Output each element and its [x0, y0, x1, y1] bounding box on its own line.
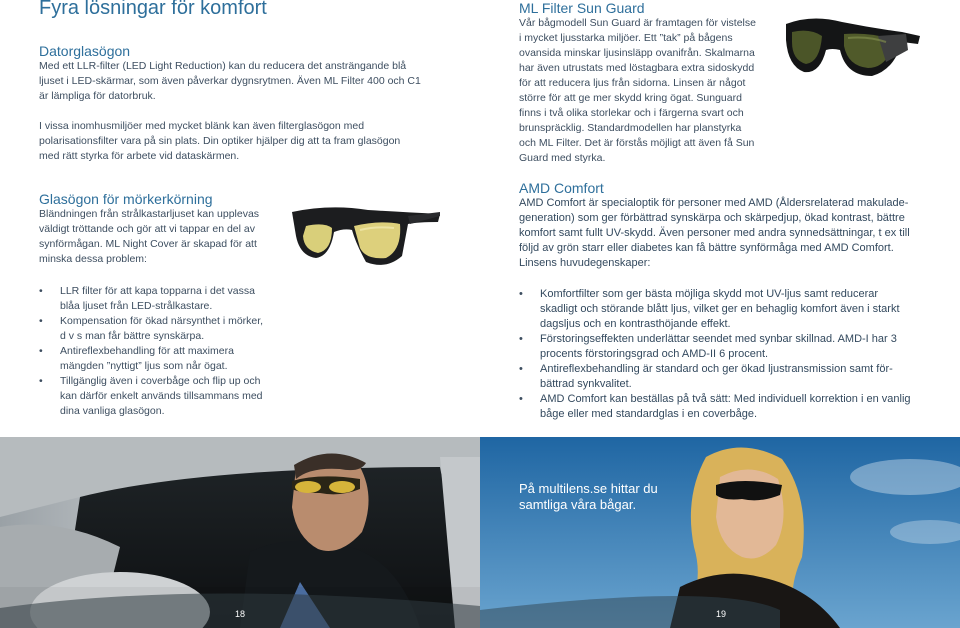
list-item: • Komfortfilter som ger bästa möjliga skydd mot UV-ljus samt reducerar skadligt och störande blått ljus, vilket ger en behaglig komfort även i starkt dagsljus och en kontrasthöjande effekt.: [519, 287, 919, 332]
night-driving-photo: [0, 437, 480, 628]
computer-glasses-heading: Datorglasögon: [39, 43, 131, 59]
list-item: • Förstoringseffekten underlättar seendet med synbar skillnad. AMD-I har 3 procents förstoringsgrad och AMD-II 6 procent.: [519, 332, 919, 362]
night-cover-glasses-image: [290, 200, 442, 272]
sun-guard-heading: ML Filter Sun Guard: [519, 0, 645, 16]
website-caption: På multilens.se hittar du samtliga våra bågar.: [519, 481, 658, 512]
computer-glasses-text-1: Med ett LLR-filter (LED Light Reduction) kan du reducera det ansträngande blå ljuset i LED-skärmar, som även påverkar dygnsrytmen. Även ML Filter 400 och C1 är lämpliga för datorbruk.: [39, 60, 421, 102]
list-item: • Antireflexbehandling för att maximera mängden ”nyttigt” ljus som når ögat.: [39, 344, 299, 374]
sun-guard-text: Vår bågmodell Sun Guard är framtagen för vistelse i mycket ljusstarka miljöer. Ett ”tak” på bågens ovansida minskar ljusinsläpp ovanifrån. Skalmarna har även utrustats med löstagbara extra sidoskydd för att reducera ljus från sidorna. Linsen är något större för att ge mer skydd kring ögat. Sunguard finns i två olika storlekar och i färgerna svart och brunspräcklig. Standardmodellen har planstyrka och ML Filter. Det är förstås möjligt att även få Sun Guard med styrka.: [519, 17, 756, 164]
amd-comfort-bullet-list: [519, 287, 919, 422]
amd-comfort-heading: AMD Comfort: [519, 180, 604, 196]
list-item: • Kompensation för ökad närsynthet i mörker, d v s man får bättre synskärpa.: [39, 314, 299, 344]
night-driving-bullet-list: [39, 284, 299, 419]
page-title: Fyra lösningar för komfort: [39, 0, 267, 19]
list-item: • AMD Comfort kan beställas på två sätt: Med individuell korrektion i en vanlig båge eller med standardglas i en coverbåge.: [519, 392, 919, 422]
list-item: • LLR filter för att kapa topparna i det vassa blåa ljuset från LED-strålkastare.: [39, 284, 299, 314]
page-number-left: 18: [235, 609, 246, 619]
list-item: • Antireflexbehandling är standard och ger ökad ljustransmission samt för- bättrad synkvalitet.: [519, 362, 919, 392]
list-item: • Tillgänglig även i coverbåge och flip up och kan därför enkelt används tillsammans med dina vanliga glasögon.: [39, 374, 299, 419]
computer-glasses-text-2: I vissa inomhusmiljöer med mycket blänk kan även filterglasögon med polarisationsfilter vara på sin plats. Din optiker hjälper dig att ta fram glasögon med rätt styrka för arbete vid dataskärmen.: [39, 120, 401, 162]
night-driving-heading: Glasögon för mörkerkörning: [39, 191, 213, 207]
sunglasses-portrait-photo: [480, 437, 960, 628]
sun-guard-glasses-image: [782, 10, 922, 85]
amd-comfort-text: AMD Comfort är specialoptik för personer med AMD (Åldersrelaterad makulade- generation) som ger förbättrad synskärpa och skärpedjup, ökad kontrast, bättre komfort samt fullt UV-skydd. Även personer med andra synnedsättningar, t ex till följd av grön starr eller diabetes kan få bättre synförmåga med AMD Comfort. Linsens huvudegenskaper:: [519, 197, 910, 269]
page-number-right: 19: [716, 609, 727, 619]
night-driving-text: Bländningen från strålkastarljuset kan upplevas väldigt tröttande och gör att vi tappar en del av synförmågan. ML Night Cover är skapad för att minska dessa problem:: [39, 208, 260, 265]
